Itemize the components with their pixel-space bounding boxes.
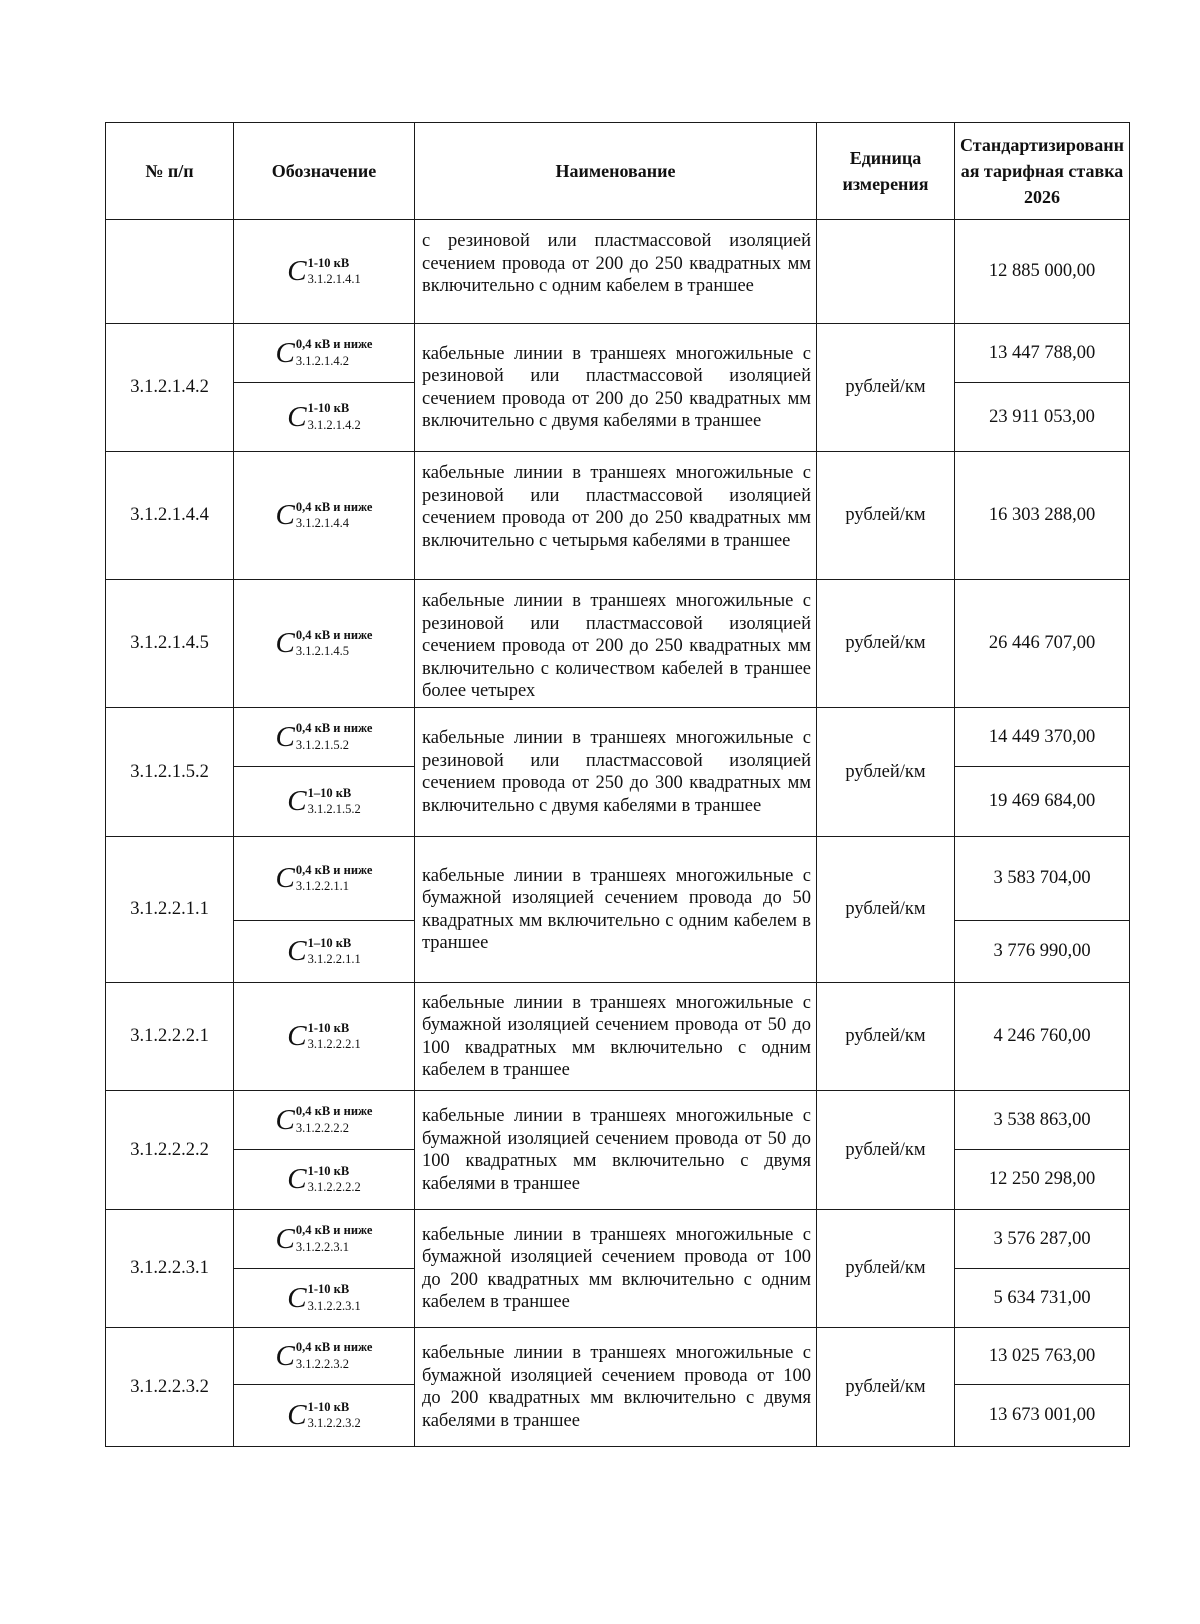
row-rate: 14 449 370,00 <box>955 708 1130 767</box>
row-description: кабельные линии в траншеях многожильные с бумажной изоляцией сечением провода от 100 до 200 квадратных мм включительно с двумя кабелями в траншее <box>415 1328 817 1447</box>
designation-cell <box>234 1091 415 1150</box>
row-number: 3.1.2.1.5.2 <box>106 708 234 837</box>
rate-symbol-letter: C <box>287 255 307 287</box>
voltage-superscript: 1-10 кВ <box>307 1282 350 1297</box>
rate-symbol-letter: C <box>287 1163 307 1195</box>
code-subscript: 3.1.2.1.4.2 <box>307 417 361 432</box>
code-subscript: 3.1.2.2.1.1 <box>295 879 349 893</box>
row-unit: рублей/км <box>817 837 955 983</box>
rate-symbol <box>287 257 360 286</box>
code-subscript: 3.1.2.2.2.1 <box>307 1037 361 1051</box>
row-description: кабельные линии в траншеях многожильные с бумажной изоляцией сечением провода от 50 до 100 квадратных мм включительно с одним кабелем в траншее <box>415 983 817 1091</box>
designation-cell <box>234 1328 415 1385</box>
code-subscript: 3.1.2.1.5.2 <box>307 802 361 816</box>
code-subscript: 3.1.2.2.2.2 <box>295 1120 349 1135</box>
voltage-superscript: 1–10 кВ <box>307 935 352 950</box>
rate-symbol <box>276 722 373 751</box>
table-row <box>106 983 1130 1091</box>
row-rate: 3 576 287,00 <box>955 1210 1130 1269</box>
rate-symbol-letter: C <box>275 627 295 659</box>
code-subscript: 3.1.2.2.2.2 <box>307 1180 361 1194</box>
designation-cell <box>234 1385 415 1447</box>
row-rate: 13 025 763,00 <box>955 1328 1130 1385</box>
row-rate: 13 447 788,00 <box>955 324 1130 383</box>
rate-symbol-letter: C <box>287 1020 307 1052</box>
rate-symbol <box>287 1165 360 1194</box>
designation-cell <box>234 452 415 580</box>
row-unit: рублей/км <box>817 324 955 452</box>
row-number: 3.1.2.2.2.2 <box>106 1091 234 1210</box>
voltage-superscript: 0,4 кВ и ниже <box>295 1340 373 1355</box>
rate-symbol <box>276 1224 373 1253</box>
row-rate: 19 469 684,00 <box>955 767 1130 837</box>
rate-symbol <box>276 1105 373 1134</box>
row-rate: 3 538 863,00 <box>955 1091 1130 1150</box>
rate-symbol-letter: C <box>275 1339 295 1372</box>
row-rate: 16 303 288,00 <box>955 452 1130 580</box>
code-subscript: 3.1.2.2.3.1 <box>307 1298 361 1313</box>
designation-cell <box>234 1210 415 1269</box>
code-subscript: 3.1.2.2.3.2 <box>307 1416 361 1430</box>
rate-symbol-letter: C <box>287 1399 307 1431</box>
rate-symbol-letter: C <box>275 720 295 753</box>
table-row <box>106 1210 1130 1269</box>
table-row <box>106 1328 1130 1385</box>
row-rate: 23 911 053,00 <box>955 383 1130 452</box>
table-header-row <box>106 123 1130 220</box>
row-description: кабельные линии в траншеях многожильные с бумажной изоляцией сечением провода от 50 до 100 квадратных мм включительно с двумя кабелями в траншее <box>415 1091 817 1210</box>
row-unit: рублей/км <box>817 1091 955 1210</box>
rate-symbol <box>276 501 373 530</box>
row-description: кабельные линии в траншеях многожильные с бумажной изоляцией сечением провода от 100 до 200 квадратных мм включительно с одним кабелем в траншее <box>415 1210 817 1328</box>
rate-symbol-letter: C <box>275 336 295 369</box>
row-description: кабельные линии в траншеях многожильные с бумажной изоляцией сечением провода до 50 квадратных мм включительно с одним кабелем в траншее <box>415 837 817 983</box>
table-body <box>106 220 1130 1447</box>
table-row <box>106 708 1130 767</box>
table-row <box>106 580 1130 708</box>
code-subscript: 3.1.2.1.4.4 <box>295 516 349 530</box>
rate-symbol-letter: C <box>275 1103 295 1136</box>
table-row <box>106 452 1130 580</box>
designation-cell <box>234 1269 415 1328</box>
voltage-superscript: 1-10 кВ <box>307 401 350 416</box>
row-unit: рублей/км <box>817 1328 955 1447</box>
designation-cell <box>234 921 415 983</box>
rate-symbol-letter: C <box>275 862 295 894</box>
voltage-superscript: 0,4 кВ и ниже <box>295 1104 373 1119</box>
header-name: Наименование <box>415 123 817 220</box>
voltage-superscript: 0,4 кВ и ниже <box>295 721 373 736</box>
voltage-superscript: 1-10 кВ <box>307 1163 350 1178</box>
row-rate: 26 446 707,00 <box>955 580 1130 708</box>
rate-symbol <box>276 864 373 893</box>
row-rate: 12 885 000,00 <box>955 220 1130 324</box>
code-subscript: 3.1.2.1.5.2 <box>295 737 349 752</box>
row-rate: 12 250 298,00 <box>955 1150 1130 1210</box>
voltage-superscript: 1-10 кВ <box>307 255 350 270</box>
row-number: 3.1.2.1.4.4 <box>106 452 234 580</box>
rate-symbol <box>287 402 360 431</box>
row-rate: 13 673 001,00 <box>955 1385 1130 1447</box>
code-subscript: 3.1.2.1.4.2 <box>295 353 349 368</box>
row-description: кабельные линии в траншеях многожильные с резиновой или пластмассовой изоляцией сечением провода от 200 до 250 квадратных мм включительно с количеством кабелей в траншее более четырех <box>415 580 817 708</box>
row-number: 3.1.2.2.2.1 <box>106 983 234 1091</box>
rate-symbol-letter: C <box>287 785 307 817</box>
rate-symbol <box>276 1341 373 1370</box>
designation-cell <box>234 708 415 767</box>
row-description: кабельные линии в траншеях многожильные с резиновой или пластмассовой изоляцией сечением провода от 200 до 250 квадратных мм включительно с двумя кабелями в траншее <box>415 324 817 452</box>
row-rate: 3 776 990,00 <box>955 921 1130 983</box>
rate-symbol <box>276 629 373 658</box>
voltage-superscript: 1-10 кВ <box>307 1399 350 1414</box>
row-unit: рублей/км <box>817 580 955 708</box>
designation-cell <box>234 767 415 837</box>
designation-cell <box>234 837 415 921</box>
voltage-superscript: 1–10 кВ <box>307 785 352 800</box>
row-rate: 3 583 704,00 <box>955 837 1130 921</box>
row-rate: 5 634 731,00 <box>955 1269 1130 1328</box>
voltage-superscript: 0,4 кВ и ниже <box>295 862 373 877</box>
code-subscript: 3.1.2.1.4.1 <box>307 272 361 286</box>
code-subscript: 3.1.2.1.4.5 <box>295 644 349 658</box>
designation-cell <box>234 220 415 324</box>
voltage-superscript: 0,4 кВ и ниже <box>295 337 373 352</box>
rate-symbol <box>287 1283 360 1312</box>
rate-symbol-letter: C <box>287 1281 307 1314</box>
row-number: 3.1.2.2.3.2 <box>106 1328 234 1447</box>
rate-symbol-letter: C <box>287 935 307 967</box>
header-num: № п/п <box>106 123 234 220</box>
voltage-superscript: 0,4 кВ и ниже <box>295 627 373 642</box>
designation-cell <box>234 383 415 452</box>
row-number: 3.1.2.1.4.5 <box>106 580 234 708</box>
designation-cell <box>234 324 415 383</box>
row-number <box>106 220 234 324</box>
row-unit: рублей/км <box>817 1210 955 1328</box>
rate-symbol-letter: C <box>275 1222 295 1255</box>
row-number: 3.1.2.2.1.1 <box>106 837 234 983</box>
designation-cell <box>234 1150 415 1210</box>
table-row <box>106 220 1130 324</box>
header-rate: Стандартизированная тарифная ставка 2026 <box>955 123 1130 220</box>
code-subscript: 3.1.2.2.3.2 <box>295 1356 349 1371</box>
voltage-superscript: 0,4 кВ и ниже <box>295 499 373 514</box>
row-unit: рублей/км <box>817 708 955 837</box>
rate-symbol <box>287 787 360 816</box>
table-row <box>106 324 1130 383</box>
rate-symbol <box>287 1022 360 1051</box>
row-description: кабельные линии в траншеях многожильные с резиновой или пластмассовой изоляцией сечением провода от 200 до 250 квадратных мм включительно с четырьмя кабелями в траншее <box>415 452 817 580</box>
row-description: кабельные линии в траншеях многожильные с резиновой или пластмассовой изоляцией сечением провода от 250 до 300 квадратных мм включительно с двумя кабелями в траншее <box>415 708 817 837</box>
row-number: 3.1.2.1.4.2 <box>106 324 234 452</box>
code-subscript: 3.1.2.2.1.1 <box>307 952 361 966</box>
rate-symbol <box>287 937 360 966</box>
rate-symbol-letter: C <box>287 400 307 433</box>
rate-symbol <box>276 338 373 367</box>
row-unit: рублей/км <box>817 452 955 580</box>
voltage-superscript: 1-10 кВ <box>307 1020 350 1035</box>
header-code: Обозначение <box>234 123 415 220</box>
row-unit: рублей/км <box>817 983 955 1091</box>
row-rate: 4 246 760,00 <box>955 983 1130 1091</box>
rate-symbol-letter: C <box>275 499 295 531</box>
row-description: с резиновой или пластмассовой изоляцией сечением провода от 200 до 250 квадратных мм включительно с одним кабелем в траншее <box>415 220 817 324</box>
voltage-superscript: 0,4 кВ и ниже <box>295 1223 373 1238</box>
designation-cell <box>234 983 415 1091</box>
code-subscript: 3.1.2.2.3.1 <box>295 1239 349 1254</box>
row-unit <box>817 220 955 324</box>
row-number: 3.1.2.2.3.1 <box>106 1210 234 1328</box>
table-row <box>106 837 1130 921</box>
table-row <box>106 1091 1130 1150</box>
header-unit: Единица измерения <box>817 123 955 220</box>
tariff-table <box>105 122 1130 1447</box>
designation-cell <box>234 580 415 708</box>
rate-symbol <box>287 1401 360 1430</box>
